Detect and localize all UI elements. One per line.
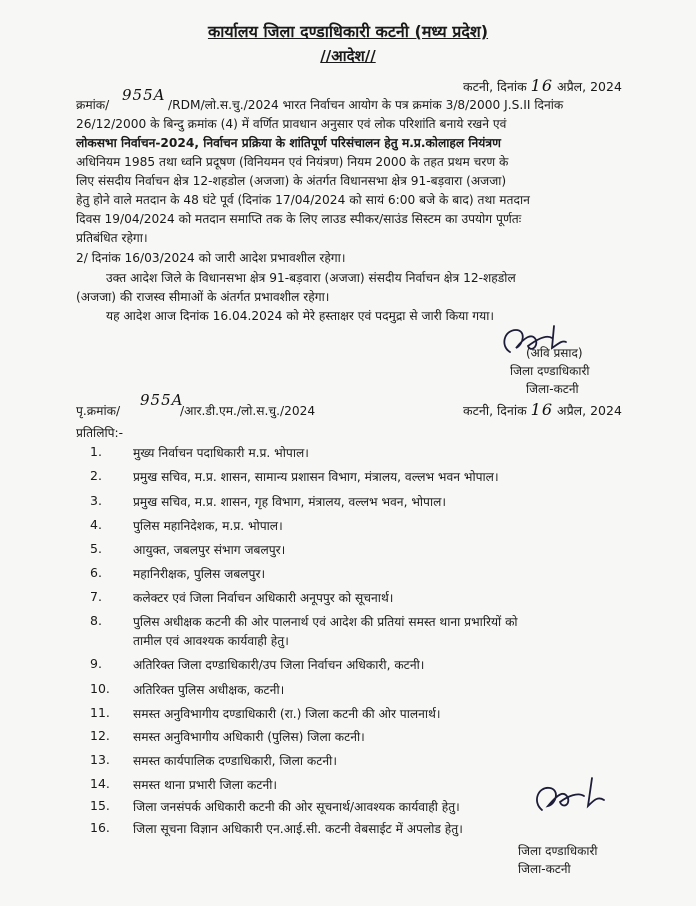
copy-item-number: 3. bbox=[90, 493, 102, 508]
copy-item-number: 6. bbox=[90, 565, 102, 580]
copy-item-text: मुख्य निर्वाचन पदाधिकारी म.प्र. भोपाल। bbox=[133, 446, 309, 460]
copy-item-number: 9. bbox=[90, 656, 102, 671]
copy-item-text-continued: तामील एवं आवश्यक कार्यवाही हेतु। bbox=[133, 634, 289, 648]
order-body-line-6: हेतु होने वाले मतदान के 48 घंटे पूर्व (दिनांक 17/04/2024 को सायं 6:00 बजे के बाद) तथा मतदान bbox=[76, 193, 530, 207]
handwritten-copy-number: 955A bbox=[140, 391, 184, 409]
copy-item-text: कलेक्टर एवं जिला निर्वाचन अधिकारी अनूपपुर को सूचनार्थ। bbox=[133, 591, 394, 605]
order-body-line-7: दिवस 19/04/2024 को मतदान समाप्ति तक के लिए लाउड स्पीकर/साउंड सिस्टम का उपयोग पूर्णतः bbox=[76, 212, 522, 226]
copy-number-suffix: /आर.डी.एम./लो.स.चु./2024 bbox=[180, 404, 316, 418]
copy-item-text: पुलिस महानिदेशक, म.प्र. भोपाल। bbox=[133, 519, 283, 533]
order-number-line: क्रमांक/ bbox=[76, 98, 110, 112]
order-para-2: 2/ दिनांक 16/03/2024 को जारी आदेश प्रभावशील रहेगा। bbox=[76, 251, 346, 265]
copy-item-number: 16. bbox=[90, 820, 110, 835]
handwritten-copy-day: 16 bbox=[530, 400, 554, 419]
order-title: //आदेश// bbox=[320, 47, 376, 65]
copy-item-text: प्रमुख सचिव, म.प्र. शासन, गृह विभाग, मंत्रालय, वल्लभ भवन, भोपाल। bbox=[133, 495, 447, 509]
copy-date: कटनी, दिनांक 16 अप्रैल, 2024 bbox=[463, 400, 622, 419]
signatory-name: (अवि प्रसाद) bbox=[526, 346, 583, 360]
order-date: कटनी, दिनांक 16 अप्रैल, 2024 bbox=[463, 76, 622, 95]
copy-signatory-place: जिला-कटनी bbox=[518, 862, 571, 876]
office-title: कार्यालय जिला दण्डाधिकारी कटनी (मध्य प्रदेश) bbox=[207, 22, 489, 41]
copy-item-text: अतिरिक्त पुलिस अधीक्षक, कटनी। bbox=[133, 683, 285, 697]
copy-item-text: अतिरिक्त जिला दण्डाधिकारी/उप जिला निर्वाचन अधिकारी, कटनी। bbox=[133, 658, 425, 672]
copy-item-text: समस्त थाना प्रभारी जिला कटनी। bbox=[133, 778, 278, 792]
copy-item-text: आयुक्त, जबलपुर संभाग जबलपुर। bbox=[133, 543, 286, 557]
copy-item-number: 8. bbox=[90, 613, 102, 628]
copy-item-number: 5. bbox=[90, 541, 102, 556]
copy-item-number: 12. bbox=[90, 728, 110, 743]
order-body-line-5: लिए संसदीय निर्वाचन क्षेत्र 12-शहडोल (अजजा) के अंतर्गत विधानसभा क्षेत्र 91-बड़वारा (अजजा) bbox=[76, 174, 507, 188]
order-para-3-line-1: उक्त आदेश जिले के विधानसभा क्षेत्र 91-बड़वारा (अजजा) संसदीय निर्वाचन क्षेत्र 12-शहडोल bbox=[106, 271, 516, 285]
copy-item-text: प्रमुख सचिव, म.प्र. शासन, सामान्य प्रशासन विभाग, मंत्रालय, वल्लभ भवन भोपाल। bbox=[133, 470, 499, 484]
copy-item-number: 4. bbox=[90, 517, 102, 532]
copy-item-number: 10. bbox=[90, 681, 110, 696]
signature-image-2 bbox=[530, 770, 610, 822]
order-para-4: यह आदेश आज दिनांक 16.04.2024 को मेरे हस्ताक्षर एवं पदमुद्रा से जारी किया गया। bbox=[106, 309, 494, 323]
order-body-line-4: अधिनियम 1985 तथा ध्वनि प्रदूषण (विनियमन एवं नियंत्रण) नियम 2000 के तहत प्रथम चरण के bbox=[76, 155, 509, 169]
copy-number-line: पृ.क्रमांक/ bbox=[76, 404, 121, 418]
copy-item-text: महानिरीक्षक, पुलिस जबलपुर। bbox=[133, 567, 266, 581]
copy-signatory-designation: जिला दण्डाधिकारी bbox=[518, 844, 598, 858]
handwritten-day: 16 bbox=[530, 76, 554, 95]
order-para-3-line-2: (अजजा) की राजस्व सीमाओं के अंतर्गत प्रभावशील रहेगा। bbox=[76, 290, 330, 304]
copy-item-number: 14. bbox=[90, 776, 110, 791]
order-body-line-2: 26/12/2000 के बिन्दु क्रमांक (4) में वर्णित प्रावधान अनुसार एवं लोक परिशांति बनाये रखने एवं bbox=[76, 117, 507, 131]
order-body-line-8: प्रतिबंधित रहेगा। bbox=[76, 231, 148, 245]
copy-item-text: समस्त अनुविभागीय अधिकारी (पुलिस) जिला कटनी। bbox=[133, 730, 365, 744]
handwritten-order-number: 955A bbox=[122, 86, 166, 104]
copy-item-text: जिला सूचना विज्ञान अधिकारी एन.आई.सी. कटनी वेबसाईट में अपलोड हेतु। bbox=[133, 822, 463, 836]
signatory-place: जिला-कटनी bbox=[526, 382, 579, 396]
copy-item-number: 1. bbox=[90, 444, 102, 459]
copy-item-number: 13. bbox=[90, 752, 110, 767]
copy-item-number: 15. bbox=[90, 798, 110, 813]
copy-item-number: 7. bbox=[90, 589, 102, 604]
copy-item-text: पुलिस अधीक्षक कटनी की ओर पालनार्थ एवं आदेश की प्रतियां समस्त थाना प्रभारियों को bbox=[133, 615, 518, 629]
order-body-line-1: /RDM/लो.स.चु./2024 भारत निर्वाचन आयोग के पत्र क्रमांक 3/8/2000 J.S.II दिनांक bbox=[168, 98, 564, 112]
copy-item-number: 2. bbox=[90, 468, 102, 483]
copy-item-text: समस्त कार्यपालिक दण्डाधिकारी, जिला कटनी। bbox=[133, 754, 337, 768]
copy-item-text: जिला जनसंपर्क अधिकारी कटनी की ओर सूचनार्थ/आवश्यक कार्यवाही हेतु। bbox=[133, 800, 460, 814]
order-body-line-3: लोकसभा निर्वाचन-2024, निर्वाचन प्रक्रिया के शांतिपूर्ण परिसंचालन हेतु म.प्र.कोलाहल नियंत्रण bbox=[76, 136, 501, 150]
signatory-designation: जिला दण्डाधिकारी bbox=[510, 364, 590, 378]
copy-item-number: 11. bbox=[90, 705, 110, 720]
copy-heading: प्रतिलिपि:- bbox=[76, 426, 124, 440]
copy-item-text: समस्त अनुविभागीय दण्डाधिकारी (रा.) जिला कटनी की ओर पालनार्थ। bbox=[133, 707, 441, 721]
